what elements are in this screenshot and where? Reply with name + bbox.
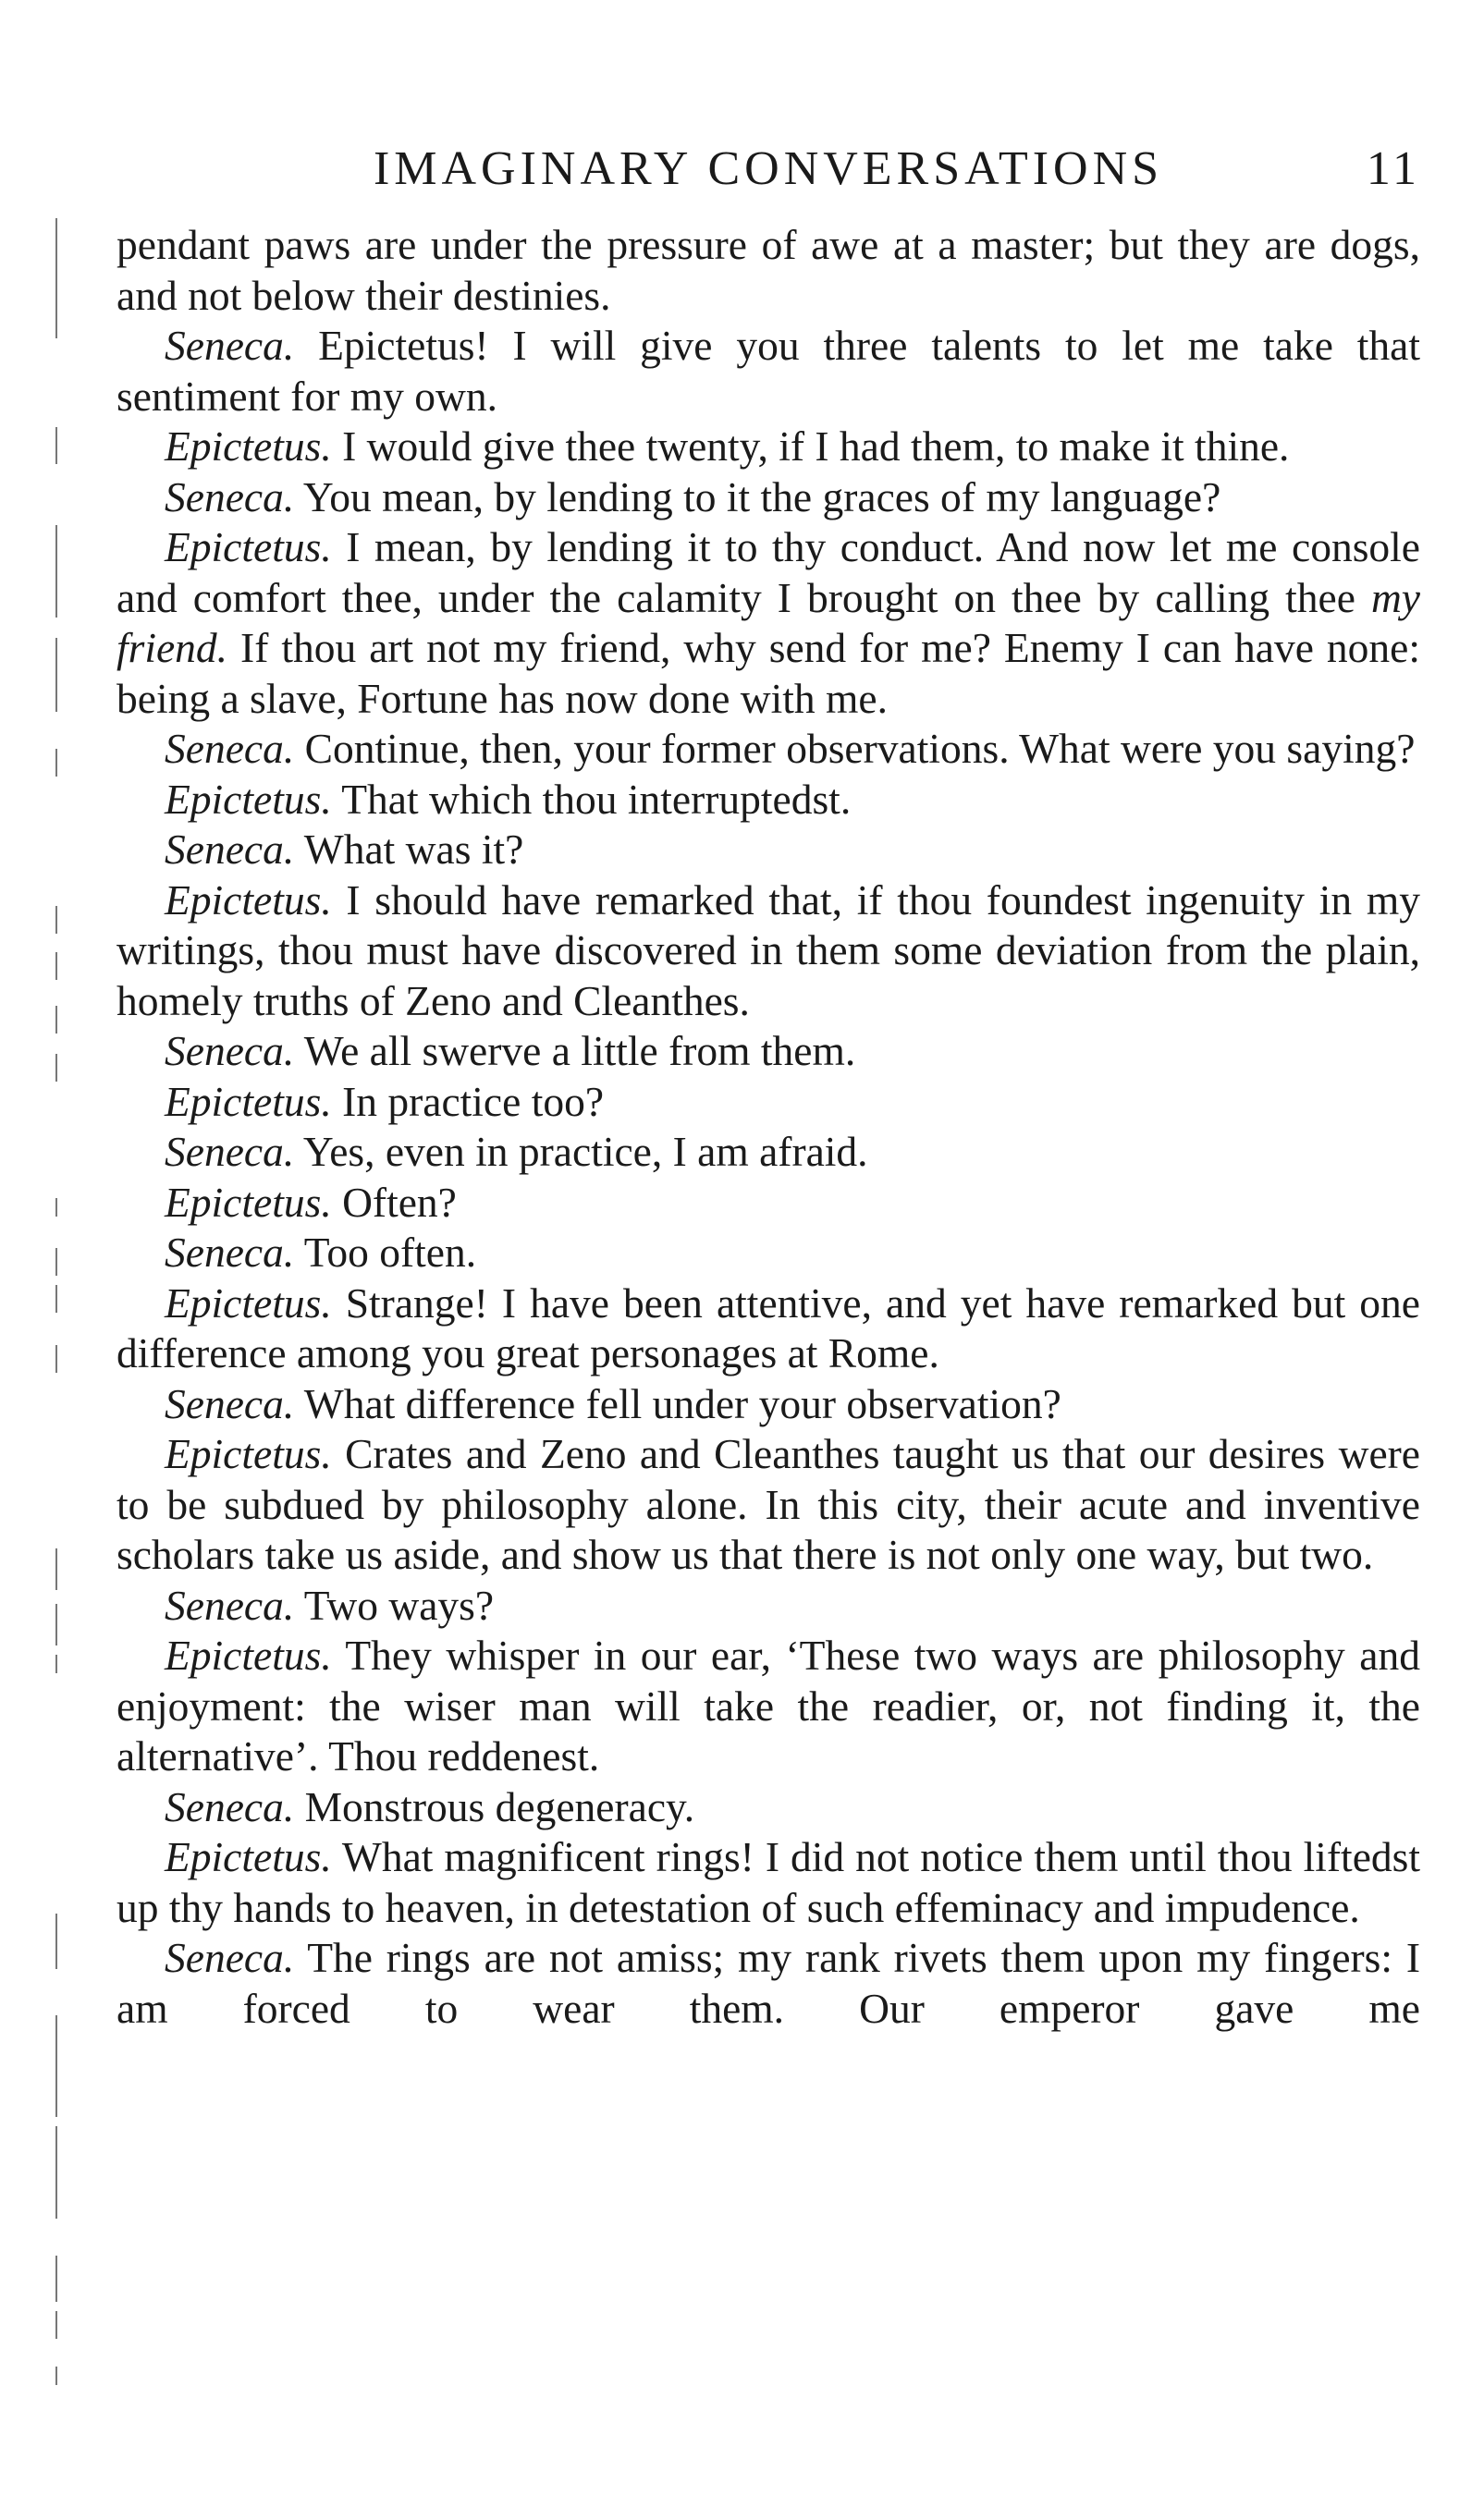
speaker-name: Epictetus. — [165, 1178, 332, 1226]
paragraph-text: The rings are not amiss; my rank rivets them upon my fingers: I am forced to wear them. Our emperor gave me — [117, 1934, 1420, 2032]
speaker-name: Seneca. — [165, 1379, 295, 1427]
speaker-name: Seneca. — [165, 1934, 295, 1981]
paragraph-text: I mean, by lending it to thy conduct. And now let me console and comfort thee, under the calamity I brought on thee by calling thee — [117, 523, 1420, 621]
paragraph — [117, 1832, 1420, 1933]
emphasized-text: my friend. — [117, 573, 1420, 671]
paragraph-text: What was it? — [294, 826, 524, 873]
paragraph-text: Monstrous degeneracy. — [294, 1782, 695, 1830]
paragraph — [117, 1782, 1420, 1833]
page-header — [117, 137, 1420, 202]
paragraph — [117, 1127, 1420, 1178]
margin-mark — [55, 2256, 57, 2302]
margin-mark — [55, 1655, 57, 1673]
paragraph-text: Epictetus! I will give you three talents to let me take that sentiment for my own. — [117, 322, 1420, 420]
paragraph — [117, 1026, 1420, 1077]
paragraph-text: In practice too? — [331, 1077, 605, 1125]
margin-pencil-marks — [55, 0, 63, 2520]
margin-mark — [55, 2015, 57, 2117]
paragraph-text: Too often. — [294, 1229, 477, 1276]
margin-mark — [55, 1604, 57, 1645]
paragraph-text: They whisper in our ear, ‘These two ways are philosophy and enjoyment: the wiser man will take the readier, or, not finding it, the alternative’. Thou reddenest. — [117, 1632, 1420, 1780]
paragraph-text: What magnificent rings! I did not notice them until thou liftedst up thy hands to heaven, in detestation of such effeminacy and impudence. — [117, 1833, 1420, 1931]
paragraph-text: I should have remarked that, if thou foundest ingenuity in my writings, thou must have discovered in them some deviation from the plain, homely truths of Zeno and Cleanthes. — [117, 875, 1420, 1024]
page-number: 11 — [1366, 142, 1420, 195]
speaker-name: Seneca. — [165, 322, 295, 369]
margin-mark — [55, 1248, 57, 1276]
speaker-name: Epictetus. — [165, 1833, 332, 1880]
margin-mark — [55, 2367, 57, 2385]
paragraph-text: We all swerve a little from them. — [294, 1027, 856, 1074]
margin-mark — [55, 1198, 57, 1217]
margin-mark — [55, 638, 57, 712]
running-title: IMAGINARY CONVERSATIONS — [373, 142, 1164, 195]
paragraph — [117, 825, 1420, 875]
paragraph-text: Often? — [331, 1178, 457, 1226]
paragraph-text: If thou art not my friend, why send for me? Enemy I can have none: being a slave, Fortune has now done with me. — [117, 624, 1420, 722]
paragraph — [117, 422, 1420, 472]
margin-mark — [55, 1548, 57, 1590]
margin-mark — [55, 906, 57, 934]
margin-mark — [55, 218, 57, 338]
speaker-name: Seneca. — [165, 472, 295, 520]
paragraph — [117, 472, 1420, 523]
margin-mark — [55, 1285, 57, 1313]
paragraph — [117, 1228, 1420, 1278]
paragraph-text: That which thou interruptedst. — [331, 775, 852, 823]
paragraph — [117, 1581, 1420, 1632]
speaker-name: Epictetus. — [165, 1278, 332, 1327]
margin-mark — [55, 1054, 57, 1082]
speaker-name: Seneca. — [165, 826, 295, 873]
body-text — [117, 220, 1420, 2034]
margin-mark — [55, 1006, 57, 1034]
speaker-name: Epictetus. — [165, 523, 332, 570]
speaker-name: Epictetus. — [165, 422, 332, 470]
paragraph — [117, 321, 1420, 422]
speaker-name: Epictetus. — [165, 875, 332, 924]
speaker-name: Seneca. — [165, 725, 295, 772]
paragraph-text: You mean, by lending to it the graces of my language? — [294, 472, 1221, 520]
speaker-name: Epictetus. — [165, 775, 332, 823]
margin-mark — [55, 2126, 57, 2219]
paragraph — [117, 1631, 1420, 1782]
margin-mark — [55, 2311, 57, 2339]
paragraph — [117, 775, 1420, 826]
paragraph — [117, 1077, 1420, 1128]
paragraph — [117, 522, 1420, 724]
paragraph-text: What difference fell under your observation? — [294, 1379, 1061, 1427]
paragraph-text: Strange! I have been attentive, and yet have remarked but one difference among you great personages at Rome. — [117, 1278, 1420, 1376]
paragraph-text: Continue, then, your former observations. What were you saying? — [294, 725, 1416, 772]
paragraph — [117, 1278, 1420, 1379]
margin-mark — [55, 1914, 57, 1969]
speaker-name: Seneca. — [165, 1581, 295, 1629]
paragraph — [117, 1429, 1420, 1581]
margin-mark — [55, 427, 57, 464]
speaker-name: Epictetus. — [165, 1077, 332, 1125]
margin-mark — [55, 1345, 57, 1373]
paragraph — [117, 1933, 1420, 2034]
speaker-name: Seneca. — [165, 1128, 295, 1175]
paragraph — [117, 1178, 1420, 1229]
margin-mark — [55, 749, 57, 777]
speaker-name: Seneca. — [165, 1782, 295, 1830]
paragraph — [117, 724, 1420, 775]
speaker-name: Seneca. — [165, 1229, 295, 1276]
speaker-name: Epictetus. — [165, 1632, 332, 1679]
paragraph — [117, 875, 1420, 1027]
paragraph-text: Crates and Zeno and Cleanthes taught us that our desires were to be subdued by philosophy alone. In this city, their acute and inventive scholars take us aside, and show us that there is not only one way, but two. — [117, 1430, 1420, 1578]
paragraph-text: Two ways? — [294, 1581, 495, 1629]
paragraph-text: I would give thee twenty, if I had them, to make it thine. — [331, 422, 1290, 470]
margin-mark — [55, 952, 57, 980]
speaker-name: Epictetus. — [165, 1430, 332, 1477]
margin-mark — [55, 525, 57, 618]
paragraph — [117, 220, 1420, 321]
paragraph-text: pendant paws are under the pressure of awe at a master; but they are dogs, and not below their destinies. — [117, 221, 1420, 319]
paragraph-text: Yes, even in practice, I am afraid. — [294, 1128, 868, 1175]
speaker-name: Seneca. — [165, 1027, 295, 1074]
paragraph — [117, 1379, 1420, 1430]
